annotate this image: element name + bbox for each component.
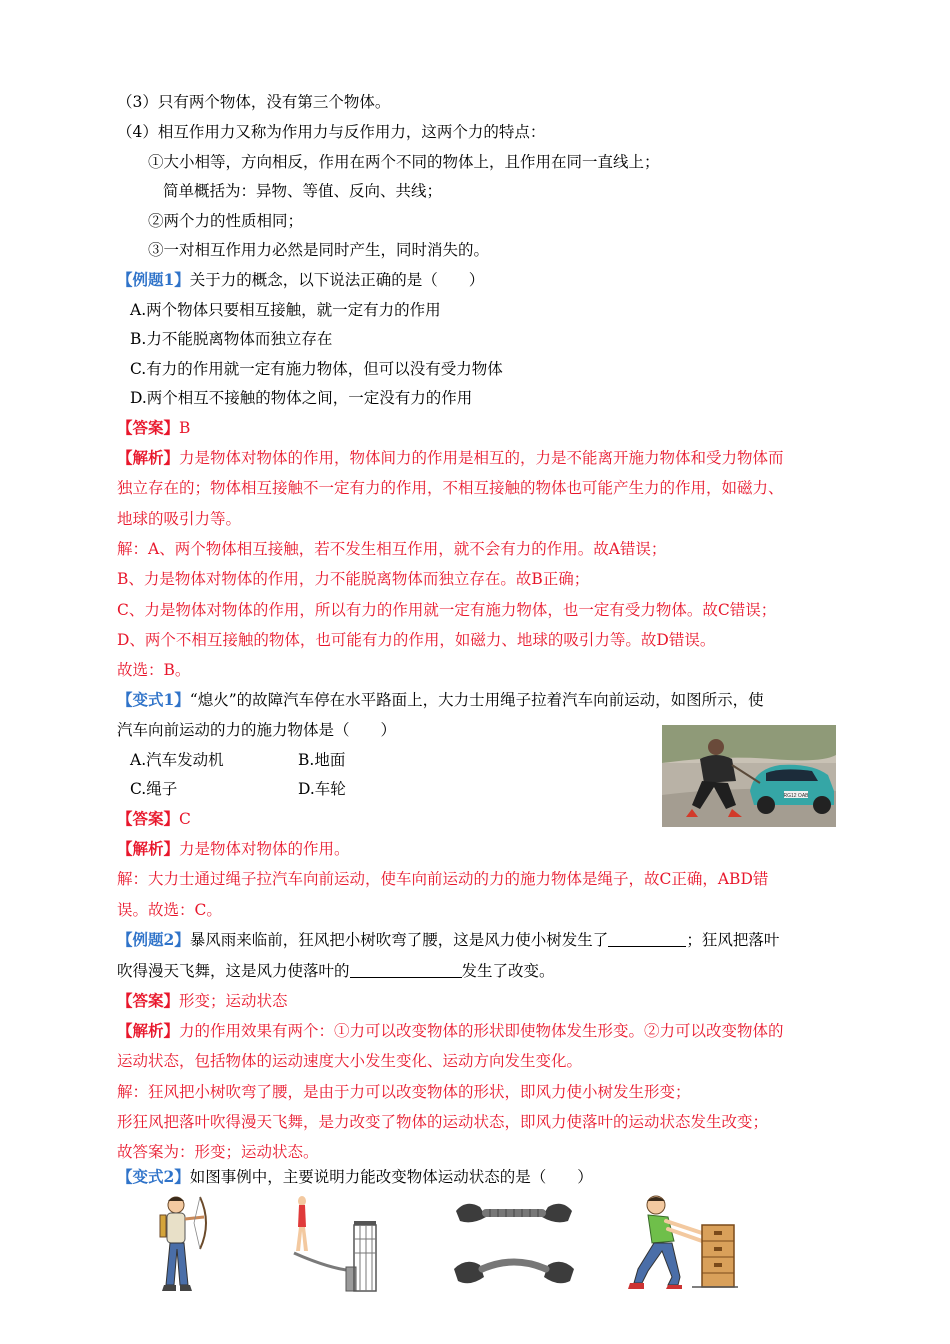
example-2-question-1: 【例题2】暴风雨来临前，狂风把小树吹弯了腰，这是风力使小树发生了 ；狂风把落叶 (117, 930, 780, 949)
variant-1-option-a: A.汽车发动机 (130, 751, 224, 769)
example-2-analysis-1: 【解析】力的作用效果有两个：①力可以改变物体的形状即使物体发生形变。②力可以改变物体的 (117, 1021, 784, 1040)
car-license-plate: RG12 OAB (783, 793, 809, 799)
example-2-solution-1: 解：狂风把小树吹弯了腰，是由于力可以改变物体的形状，即风力使小树发生形变； (117, 1083, 691, 1101)
theory-point-1: ①大小相等，方向相反，作用在两个不同的物体上，且作用在同一直线上； (148, 153, 660, 171)
variant-1-option-b: B.地面 (298, 751, 346, 769)
theory-line-4: （4）相互作用力又称为作用力与反作用力，这两个力的特点： (117, 123, 546, 141)
answer-blank-1[interactable] (608, 930, 686, 947)
example-1-option-c: C.有力的作用就一定有施力物体，但可以没有受力物体 (130, 360, 503, 378)
theory-point-2: ②两个力的性质相同； (148, 212, 304, 230)
example-1-solution-4: D、两个不相互接触的物体，也可能有力的作用，如磁力、地球的吸引力等。故D错误。 (117, 631, 716, 649)
archer-drawing-bow-image (150, 1193, 210, 1295)
example-2-question-2: 吹得漫天飞舞，这是风力使落叶的 发生了改变。 (117, 962, 555, 980)
example-1-tag: 【例题1】 (117, 270, 190, 289)
strongman-pulling-car-image (662, 725, 836, 827)
answer-blank-2[interactable] (350, 961, 462, 978)
example-2-answer: 【答案】形变；运动状态 (117, 991, 288, 1010)
example-1-analysis-3: 地球的吸引力等。 (117, 510, 242, 528)
example-2-tag: 【例题2】 (117, 930, 190, 949)
example-2-solution-3: 故答案为：形变；运动状态。 (117, 1143, 319, 1161)
example-1-analysis-1: 【解析】力是物体对物体的作用，物体间力的作用是相互的，力是不能离开施力物体和受力物体而 (117, 448, 784, 467)
example-1-option-d: D.两个相互不接触的物体之间，一定没有力的作用 (130, 389, 473, 407)
example-1-option-b: B.力不能脱离物体而独立存在 (130, 330, 333, 348)
theory-line-3: （3）只有两个物体，没有第三个物体。 (117, 93, 391, 111)
variant-1-analysis: 【解析】力是物体对物体的作用。 (117, 839, 350, 858)
hands-deforming-spring-image (452, 1197, 576, 1291)
man-pushing-box-image (628, 1193, 738, 1291)
variant-1-answer: 【答案】C (117, 809, 191, 828)
variant-1-option-d: D.车轮 (298, 780, 346, 798)
theory-point-3: ③一对相互作用力必然是同时产生，同时消失的。 (148, 241, 490, 259)
variant-1-solution-1: 解：大力士通过绳子拉汽车向前运动，使车向前运动的力的施力物体是绳子，故C正确，ABD错 (117, 870, 769, 888)
example-1-analysis-2: 独立存在的；物体相互接触不一定有力的作用，不相互接触的物体也可能产生力的作用，如磁力、 (117, 479, 784, 497)
example-1-choice: 故选：B。 (117, 661, 191, 679)
variant-2-tag: 【变式2】 (117, 1167, 190, 1186)
variant-1-solution-2: 误。故选：C。 (117, 901, 222, 919)
theory-summary: 简单概括为：异物、等值、反向、共线； (163, 182, 443, 200)
example-1-answer: 【答案】B (117, 418, 191, 437)
variant-1-tag: 【变式1】 (117, 690, 190, 709)
example-1-solution-2: B、力是物体对物体的作用，力不能脱离物体而独立存在。故B正确； (117, 570, 590, 588)
variant-2-question: 【变式2】如图事例中，主要说明力能改变物体运动状态的是（ ） (117, 1167, 593, 1186)
example-1-option-a: A.两个物体只要相互接触，就一定有力的作用 (130, 301, 441, 319)
example-2-analysis-2: 运动状态，包括物体的运动速度大小发生变化、运动方向发生变化。 (117, 1052, 583, 1070)
example-1-question: 【例题1】关于力的概念，以下说法正确的是（ ） (117, 270, 485, 289)
example-2-solution-2: 形狂风把落叶吹得漫天飞舞，是力改变了物体的运动状态，即风力使落叶的运动状态发生改变； (117, 1113, 769, 1131)
example-1-solution-3: C、力是物体对物体的作用，所以有力的作用就一定有施力物体，也一定有受力物体。故C错误； (117, 601, 777, 619)
diver-on-springboard-image (290, 1195, 382, 1293)
variant-1-question-1: 【变式1】“熄火”的故障汽车停在水平路面上，大力士用绳子拉着汽车向前运动，如图所示，使 (117, 690, 764, 709)
variant-1-option-c: C.绳子 (130, 780, 178, 798)
example-1-solution-1: 解：A、两个物体相互接触，若不发生相互作用，就不会有力的作用。故A错误； (117, 540, 667, 558)
variant-1-question-2: 汽车向前运动的力的施力物体是（ ） (117, 721, 397, 739)
